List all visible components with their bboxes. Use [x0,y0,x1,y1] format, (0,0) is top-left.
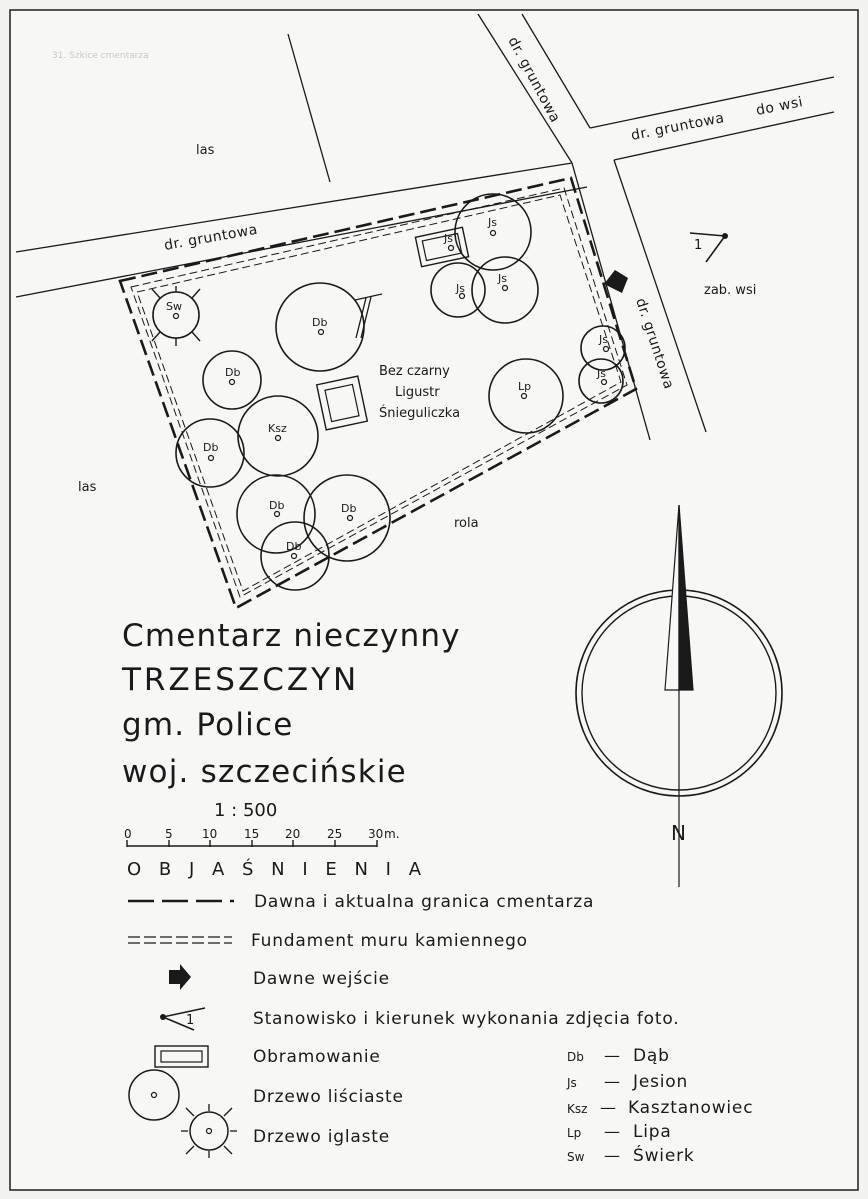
legend-label: Dawna i aktualna granica cmentarza [254,892,595,912]
scale-unit: m. [384,827,400,841]
label-las-top: las [196,143,215,158]
label-zab-wsi: zab. wsi [704,283,757,298]
species-code: Sw [567,1150,585,1164]
species-name: Jesion [633,1072,689,1092]
svg-text:1: 1 [186,1013,195,1028]
label-road-left: dr. gruntowa [162,221,259,254]
scale-tick-30: 30 [368,827,384,841]
scale-ratio: 1 : 500 [214,800,278,821]
species-name: Kasztanowiec [628,1098,754,1118]
tree-label: Js [498,272,507,285]
tree-label: Js [456,282,465,295]
tree-label: Js [488,216,497,229]
label-las-left: las [78,480,97,495]
species-code: Ksz [567,1102,588,1116]
label-road-right: dr. gruntowa [632,296,677,392]
species-dash: — [604,1122,620,1141]
scale-tick-10: 10 [202,827,218,841]
legend-heading: O B J A Ś N I E N I A [127,859,428,880]
species-dash: — [604,1072,620,1091]
legend-label: Dawne wejście [253,969,390,989]
species-code: Db [567,1050,584,1064]
tree-label: Db [269,499,285,512]
tree-label: Js [599,333,608,346]
scale-tick-15: 15 [244,827,260,841]
legend-label: Drzewo iglaste [253,1127,391,1147]
title-line-2: TRZESZCZYN [122,662,360,698]
title-line-3: gm. Police [122,707,294,743]
shrub-label-2: Ligustr [395,385,440,400]
label-road-top-vertical: dr. gruntowa [504,34,564,126]
species-name: Lipa [633,1122,672,1142]
tree-label: Db [341,502,357,515]
title-line-4: woj. szczecińskie [122,754,407,790]
faint-caption: 31. Szkice cmentarza [52,51,149,61]
species-code: Js [567,1076,577,1090]
north-label: N [671,821,686,845]
species-name: Świerk [633,1146,695,1166]
tree-label: Db [225,366,241,379]
scale-tick-20: 20 [285,827,301,841]
tree-label: Db [286,540,302,553]
scale-tick-0: 0 [124,827,132,841]
title-line-1: Cmentarz nieczynny [122,618,461,654]
scale-tick-25: 25 [327,827,343,841]
tree-label: Db [312,316,328,329]
label-road-top-right: dr. gruntowa [629,110,726,144]
species-dash: — [604,1146,620,1165]
photo-station-number: 1 [694,238,703,253]
shrub-label-1: Bez czarny [379,364,450,379]
legend-label: Drzewo liściaste [253,1087,404,1107]
tree-label: Js [444,232,453,245]
tree-label: Lp [518,380,532,393]
species-name: Dąb [633,1046,670,1066]
tree-label: Db [203,441,219,454]
scale-tick-5: 5 [165,827,173,841]
legend-label: Fundament muru kamiennego [251,931,528,951]
species-dash: — [604,1046,620,1065]
legend-label: Stanowisko i kierunek wykonania zdjęcia foto. [253,1009,680,1029]
species-dash: — [600,1098,616,1117]
label-do-wsi: do wsi [754,94,805,119]
species-code: Lp [567,1126,582,1140]
tree-label: Sw [166,300,182,313]
tree-label: Js [597,367,606,380]
legend-label: Obramowanie [253,1047,381,1067]
shrub-label-3: Śnieguliczka [379,406,461,421]
label-rola: rola [454,516,479,531]
tree-label: Ksz [268,422,287,435]
